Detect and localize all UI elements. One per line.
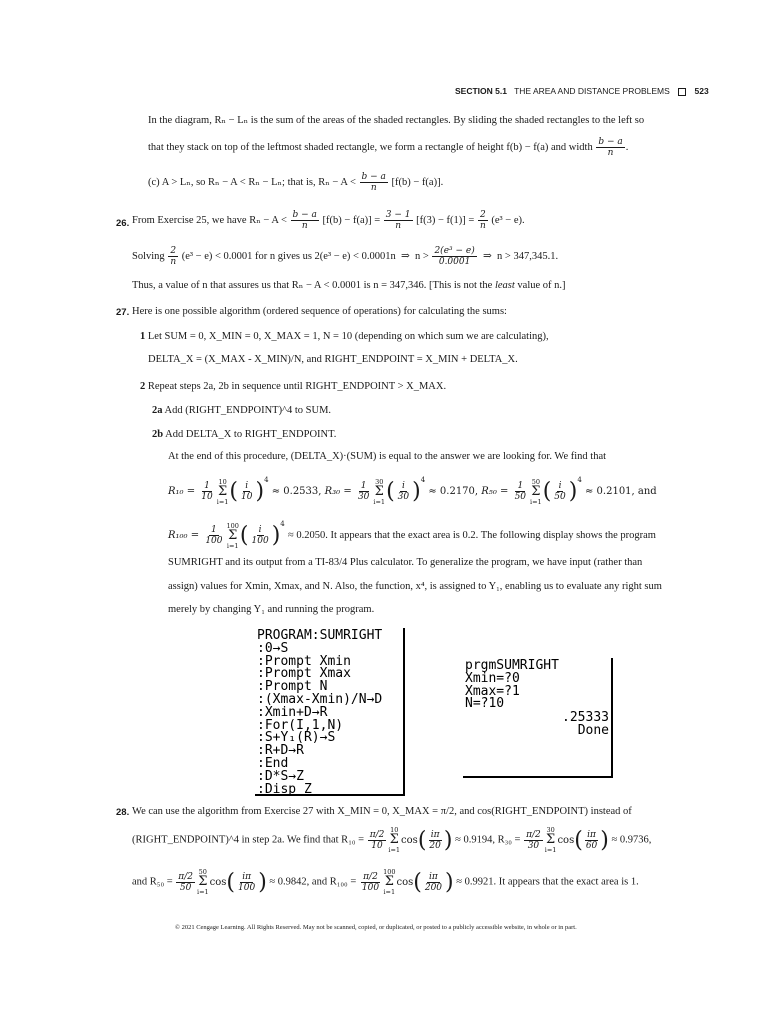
program-line: PROGRAM:SUMRIGHT — [257, 628, 383, 643]
ex26-text-d: (e³ − e). — [491, 214, 525, 226]
fraction — [360, 872, 381, 893]
fraction-numerator: 1 — [211, 525, 217, 535]
box-icon — [678, 88, 686, 96]
ex26-solve-d: n > 347,345.1. — [497, 250, 559, 262]
program-line: :S+Y₁(R)→S — [257, 730, 336, 746]
fraction-numerator: π/2 — [178, 871, 193, 882]
fraction-denominator: 100 — [361, 882, 380, 893]
fraction-numerator: 1 — [360, 481, 367, 491]
fraction-denominator: 50 — [514, 492, 527, 502]
fraction — [168, 246, 178, 267]
ex26-text-c: [f(3) − f(1)] = — [416, 214, 475, 226]
fraction-denominator: 60 — [585, 840, 598, 851]
fraction-numerator: π/2 — [526, 829, 541, 840]
exercise-number-26: 26. — [116, 218, 130, 229]
sum-value: ≈ 0.9736, — [611, 834, 652, 846]
fraction-denominator: 50 — [179, 882, 192, 893]
fraction-numerator: iπ — [587, 829, 596, 840]
step-label: 2a — [152, 405, 163, 416]
fraction-denominator: 30 — [397, 492, 410, 502]
ex26-line-2 — [132, 246, 558, 267]
sum-lhs: R₁₀ = — [168, 486, 196, 497]
sum-value: ≈ 0.2170, — [428, 486, 479, 497]
sigma-bottom: i=1 — [196, 888, 209, 896]
output-line: Xmin=?0 — [465, 670, 520, 686]
intro-line-1: In the diagram, Rₙ − Lₙ is the sum of the areas of the shaded rectangles. By sliding the shaded rectangles to the left so — [148, 115, 645, 126]
fraction — [432, 246, 476, 267]
fraction-denominator: 20 — [429, 840, 441, 851]
sigma-top: 50 — [198, 868, 207, 876]
calculator-program-screen — [255, 628, 405, 796]
fraction — [199, 481, 214, 502]
step-label: 1 — [140, 331, 146, 342]
fraction-denominator: 30 — [357, 492, 370, 502]
exercise-number-27: 27. — [116, 307, 130, 318]
sum-value: ≈ 0.2533, — [271, 486, 322, 497]
fraction-denominator: 30 — [527, 840, 540, 851]
sigma-top: 30 — [546, 826, 555, 834]
sigma-icon: 10 Σ i=1 — [388, 826, 401, 854]
ex28-line-3-text: and R₅₀ = — [132, 876, 173, 888]
exponent: 4 — [264, 476, 269, 484]
fraction — [513, 481, 528, 502]
fraction-numerator: 1 — [204, 481, 210, 491]
fraction-denominator: 100 — [205, 536, 223, 546]
fraction-denominator: n — [370, 183, 377, 193]
program-line: :R+D→R — [257, 743, 304, 759]
fraction — [250, 525, 271, 546]
output-line: Xmax=?1 — [465, 683, 520, 699]
sigma-bottom: i=1 — [226, 541, 239, 550]
sigma-top: 50 — [531, 477, 540, 486]
fraction — [239, 481, 254, 502]
fraction-numerator: 2 — [170, 246, 177, 256]
fraction — [291, 210, 319, 231]
fraction — [384, 210, 413, 231]
sigma-icon: 100 Σ i=1 — [383, 868, 396, 896]
intro-line-3-tail: [f(b) − f(a)]. — [391, 176, 444, 188]
ex28-line-3: and R₅₀ = $\frac{\pi/2}{50}$ 50 Σ i=1 cos( $\frac{i\pi}{100}$ ) ≈ 0.9842, and R₁₀₀ = $\frac{\pi/2}{100}$ 100 Σ i=1 cos( $\frac{i\pi}{200}$ ) ≈ 0.9921. It appears that the exact area is 1. — [132, 868, 639, 896]
cos-label: cos — [557, 834, 575, 846]
fraction — [236, 872, 257, 893]
fraction-numerator: i — [258, 525, 262, 535]
intro-line-3-text: (c) A > Lₙ, so Rₙ − A < Rₙ − Lₙ; that is, Rₙ − A < — [148, 176, 356, 188]
sigma-bottom: i=1 — [216, 497, 229, 506]
running-header — [455, 86, 709, 96]
fraction — [596, 137, 624, 158]
fraction-denominator: n — [607, 148, 614, 158]
fraction-denominator: 100 — [251, 536, 269, 546]
ex27-sums-row-1: R₁₀ = $\frac{1}{10}$ 10 Σ i=1 ( $\frac{i}{10}$ )$^4$ ≈ 0.2533, R₃₀ = $\frac{1}{30}$ 30 Σ i=1 ( $\frac{i}{30}$ )$^4$ ≈ 0.2170, R₅₀ = $\frac{1}{50}$ 50 Σ i=1 ( $\frac{i}{50}$ )$^4$ ≈ 0.2101, and — [168, 476, 657, 506]
fraction — [478, 210, 488, 231]
implies-arrow: ⇒ — [482, 250, 492, 262]
intro-line-2: that they stack on top of the leftmost shaded rectangle, we form a rectangle of height f(b) − f(a) and width $\frac{b - a}{n}$ . — [148, 137, 629, 158]
fraction — [360, 172, 388, 193]
output-result: .25333 — [562, 710, 609, 725]
fraction — [396, 481, 411, 502]
fraction-numerator: i — [401, 481, 405, 491]
fraction-numerator: 2(e³ − e) — [434, 246, 475, 256]
sigma-bottom: i=1 — [530, 497, 542, 506]
ex28-line-2-text: (RIGHT_ENDPOINT)^4 in step 2a. We find that R₁₀ = — [132, 834, 365, 846]
fraction-denominator: n — [301, 221, 308, 231]
sigma-top: 10 — [390, 826, 399, 834]
ex26-text-b: [f(b) − f(a)] = — [322, 214, 381, 226]
fraction-numerator: iπ — [242, 871, 251, 882]
fraction-numerator: π/2 — [363, 871, 378, 882]
fraction-denominator: 10 — [241, 492, 253, 502]
program-line: :Prompt Xmin — [257, 653, 351, 669]
fraction — [203, 525, 224, 546]
fraction-numerator: i — [245, 481, 249, 491]
sigma-bottom: i=1 — [373, 497, 386, 506]
exponent: 4 — [577, 476, 582, 484]
sigma-icon: 50 Σ i=1 — [530, 477, 542, 506]
step-text: Add DELTA_X to RIGHT_ENDPOINT. — [165, 429, 337, 440]
fraction — [552, 481, 567, 502]
sigma-bottom: i=1 — [544, 846, 557, 854]
fraction-denominator: n — [479, 221, 486, 231]
program-line: :For(I,1,N) — [257, 717, 344, 733]
section-label: SECTION 5.1 — [455, 86, 507, 96]
exponent: 4 — [280, 520, 285, 528]
fraction-denominator: 50 — [554, 492, 566, 502]
ex27-sums-row-2: R₁₀₀ = $\frac{1}{100}$ 100 Σ i=1 ( $\frac{i}{100}$ )$^4$ ≈ 0.2050. It appears that the exact area is 0.2. The following display shows the program — [168, 520, 656, 550]
fraction-denominator: n — [395, 221, 402, 231]
program-line: :Disp Z — [257, 781, 312, 797]
sigma-icon: 100 Σ i=1 — [226, 521, 239, 550]
fraction-denominator: 10 — [371, 840, 383, 851]
program-listing — [255, 628, 403, 796]
fraction-numerator: 2 — [479, 210, 486, 220]
sigma-top: 100 — [226, 521, 239, 530]
fraction-numerator: b − a — [598, 137, 623, 147]
step-label: 2 — [140, 381, 146, 392]
ex26-solve-c: n > — [415, 250, 429, 262]
fraction — [368, 830, 387, 851]
step-label: 2b — [152, 429, 164, 440]
fraction — [524, 830, 543, 851]
ex26-line-3 — [132, 279, 566, 292]
fraction-numerator: 1 — [517, 481, 524, 491]
intro-line-3 — [148, 172, 443, 193]
section-title: THE AREA AND DISTANCE PROBLEMS — [514, 86, 670, 96]
ex26-text-a: From Exercise 25, we have Rₙ − A < — [132, 214, 287, 226]
ex26-thus-a: Thus, a value of n that assures us that Rₙ − A < 0.0001 is n = 347,346. [This is not the — [132, 280, 493, 291]
ex27-para-4: merely by changing Y₁ and running the program. — [168, 604, 375, 615]
sigma-icon: 30 Σ i=1 — [373, 477, 386, 506]
sigma-top: 30 — [375, 477, 384, 486]
output-done: Done — [577, 723, 609, 738]
ex27-intro: Here is one possible algorithm (ordered sequence of operations) for calculating the sums: — [132, 306, 507, 317]
sum-value: ≈ 0.9842, and R₁₀₀ = — [269, 876, 357, 888]
sum-value: ≈ 0.2101, and — [585, 486, 657, 497]
ex27-step-2 — [140, 380, 446, 393]
ex28-line-2: (RIGHT_ENDPOINT)^4 in step 2a. We find that R₁₀ = $\frac{\pi/2}{10}$ 10 Σ i=1 cos( $\frac{i\pi}{20}$ ) ≈ 0.9194, R₃₀ = $\frac{\pi/2}{30}$ 30 Σ i=1 cos( $\frac{i\pi}{60}$ ) ≈ 0.9736, — [132, 826, 652, 854]
ex27-para-3: assign) values for Xmin, Xmax, and N. Also, the function, x⁴, is assigned to Y₁, enabling us to evaluate any right sum — [168, 581, 662, 592]
fraction-denominator: 100 — [238, 882, 256, 893]
program-line: :D*S→Z — [257, 768, 304, 784]
ex26-thus-emphasis: least — [494, 280, 515, 291]
fraction-numerator: iπ — [429, 871, 438, 882]
fraction — [356, 481, 371, 502]
program-line: :End — [257, 755, 289, 771]
sum-lhs: R₃₀ = — [324, 486, 352, 497]
sum-value: ≈ 0.9921. It appears that the exact area is 1. — [456, 876, 639, 888]
cos-label: cos — [209, 876, 227, 888]
sum-value: ≈ 0.9194, — [455, 834, 495, 846]
exponent: 4 — [420, 476, 426, 484]
sum-value: ≈ 0.2050. It appears that the exact area is 0.2. The following display shows the program — [287, 530, 656, 541]
fraction-denominator: 10 — [201, 492, 213, 502]
sigma-bottom: i=1 — [383, 888, 396, 896]
intro-line-2-text: that they stack on top of the leftmost shaded rectangle, we form a rectangle of height f(b) − f(a) and width — [148, 141, 593, 153]
fraction — [584, 830, 599, 851]
sigma-bottom: i=1 — [388, 846, 401, 854]
ex27-step-1b: DELTA_X = (X_MAX - X_MIN)/N, and RIGHT_ENDPOINT = X_MIN + DELTA_X. — [148, 354, 518, 365]
ex26-line-1 — [132, 210, 525, 231]
sigma-icon: 30 Σ i=1 — [544, 826, 557, 854]
ex27-step-2a — [152, 404, 331, 417]
cos-label: cos — [401, 834, 418, 846]
fraction-numerator: b − a — [292, 210, 317, 220]
sigma-icon: 10 Σ i=1 — [216, 477, 229, 506]
ex27-step-1 — [140, 330, 549, 343]
implies-arrow: ⇒ — [400, 250, 410, 262]
ex27-step-2b — [152, 428, 336, 441]
fraction — [427, 830, 442, 851]
fraction-numerator: iπ — [430, 829, 440, 840]
fraction — [423, 872, 444, 893]
calculator-output-screen — [463, 658, 613, 778]
output-line: N=?10 — [465, 696, 505, 712]
sigma-top: 10 — [218, 477, 227, 486]
program-line: :Prompt Xmax — [257, 666, 351, 682]
sum-lhs: R₅₀ = — [481, 486, 509, 497]
copyright-notice: © 2021 Cengage Learning. All Rights Reserved. May not be scanned, copied, or duplicated, or posted to a publicly accessible website, in whole or in part. — [175, 924, 577, 931]
program-line: :Prompt N — [257, 679, 328, 695]
sigma-icon: 50 Σ i=1 — [196, 868, 209, 896]
sum-lhs: R₁₀₀ = — [168, 530, 200, 541]
cos-label: cos — [396, 876, 414, 888]
fraction-numerator: i — [558, 481, 562, 491]
output-line: prgmSUMRIGHT — [465, 658, 559, 673]
fraction-denominator: n — [170, 257, 177, 267]
program-line: :Xmin+D→R — [257, 704, 328, 720]
sigma-top: 100 — [383, 868, 396, 876]
fraction — [176, 872, 195, 893]
ex26-solve-a: Solving — [132, 250, 165, 262]
program-line: :0→S — [257, 640, 289, 656]
exercise-number-28: 28. — [116, 807, 130, 818]
ex27-para-2: SUMRIGHT and its output from a TI-83/4 Plus calculator. To generalize the program, we have input (rather than — [168, 557, 643, 568]
page-number: 523 — [694, 86, 709, 96]
fraction-numerator: b − a — [361, 172, 386, 182]
step-text: Repeat steps 2a, 2b in sequence until RIGHT_ENDPOINT > X_MAX. — [147, 381, 447, 392]
ex27-end-text: At the end of this procedure, (DELTA_X)·(SUM) is equal to the answer we are looking for. We find that — [168, 451, 607, 462]
ex26-thus-b: value of n.] — [517, 280, 566, 291]
fraction-denominator: 200 — [424, 882, 443, 893]
sum-lhs: R₃₀ = — [497, 834, 521, 846]
program-line: :(Xmax-Xmin)/N→D — [257, 691, 383, 707]
ex26-solve-b: (e³ − e) < 0.0001 for n gives us 2(e³ − e) < 0.0001n — [181, 250, 396, 262]
step-text: Add (RIGHT_ENDPOINT)^4 to SUM. — [164, 405, 332, 416]
step-text: Let SUM = 0, X_MIN = 0, X_MAX = 1, N = 10 (depending on which sum we are calculating), — [147, 331, 549, 342]
fraction-numerator: π/2 — [369, 829, 385, 840]
fraction-numerator: 3 − 1 — [385, 210, 411, 220]
output-listing — [463, 658, 611, 711]
fraction-denominator: 0.0001 — [438, 257, 471, 267]
ex28-line-1: We can use the algorithm from Exercise 27 with X_MIN = 0, X_MAX = π/2, and cos(RIGHT_ENDPOINT) instead of — [132, 806, 632, 817]
